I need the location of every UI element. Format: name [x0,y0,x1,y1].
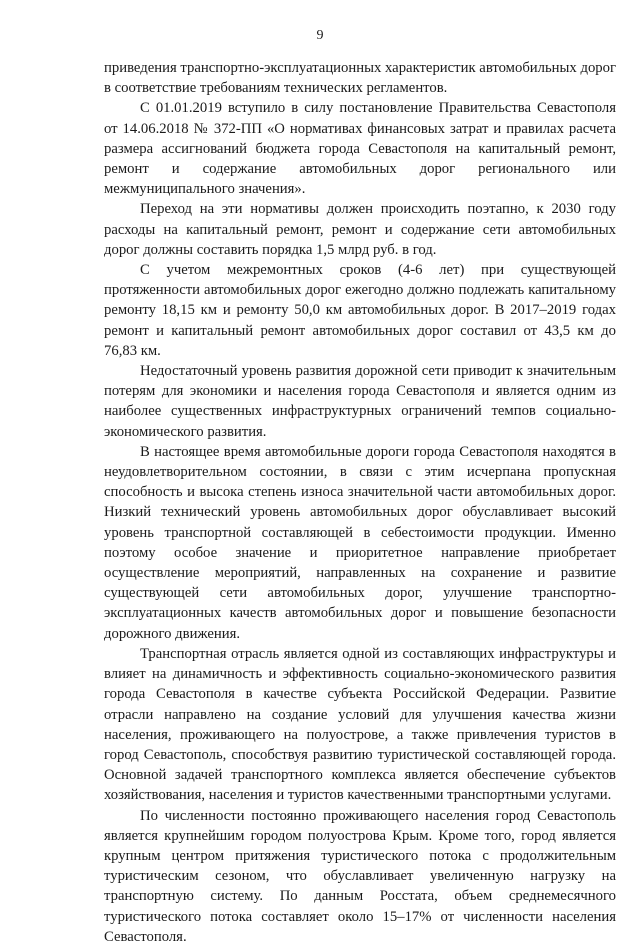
paragraph: приведения транспортно-эксплуатационных характеристик автомобильных дорог в соответствие требованиям технических регламентов. [104,60,616,97]
page-number: 9 [316,28,324,43]
paragraph: Транспортная отрасль является одной из составляющих инфраструктуры и влияет на динамичность и эффективность социально-экономического развития города Севастополя в качестве субъекта Российской Федерации. Развитие отрасли направлено на создание условий для улучшения качества жизни населения, проживающего на полуострове, а также привлечения туристов в город Севастополь, способствуя развитию туристической составляющей города. Основной задачей транспортного комплекса является обеспечение субъектов хозяйствования, населения и туристов качественными транспортными услугами. [104,645,616,804]
paragraph: С 01.01.2019 вступило в силу постановление Правительства Севастополя от 14.06.2018 № 372-ПП «О нормативах финансовых затрат и правилах расчета размера ассигнований бюджета города Севастополя на капитальный ремонт, ремонт и содержание автомобильных дорог регионального или межмуниципального значения». [104,100,616,198]
paragraph: Недостаточный уровень развития дорожной сети приводит к значительным потерям для экономики и населения города Севастополя и является одним из наиболее существенных инфраструктурных ограничений темпов социально-экономического развития. [104,363,616,440]
body-text [104,58,616,947]
paragraph: Переход на эти нормативы должен происходить поэтапно, к 2030 году расходы на капитальный ремонт, ремонт и содержание сети автомобильных дорог должны составить порядка 1,5 млрд руб. в год. [104,201,616,258]
paragraph: В настоящее время автомобильные дороги города Севастополя находятся в неудовлетворительном состоянии, в связи с этим исчерпана пропускная способность и высока степень износа значительной части автомобильных дорог. Низкий технический уровень автомобильных дорог обуславливает высокий уровень транспортной составляющей в себестоимости продукции. Именно поэтому особое значение и приоритетное направление приобретает осуществление мероприятий, направленных на сохранение и развитие существующей сети автомобильных дорог, улучшение транспортно-эксплуатационных качеств автомобильных дорог и повышение безопасности дорожного движения. [104,443,616,642]
paragraph: С учетом межремонтных сроков (4-6 лет) при существующей протяженности автомобильных дорог ежегодно должно подлежать капитальному ремонту 18,15 км и ремонту 50,0 км автомобильных дорог. В 2017–2019 годах ремонт и капитальный ремонт автомобильных дорог составил от 43,5 км до 76,83 км. [104,262,616,359]
paragraph: По численности постоянно проживающего населения город Севастополь является крупнейшим городом полуострова Крым. Кроме того, город является крупным центром притяжения туристического потока с продолжительным туристическим сезоном, что обуславливает увеличенную нагрузку на транспортную систему. По данным Росстата, объем среднемесячного туристического потока составляет около 15–17% от численности населения Севастополя. [104,807,616,945]
